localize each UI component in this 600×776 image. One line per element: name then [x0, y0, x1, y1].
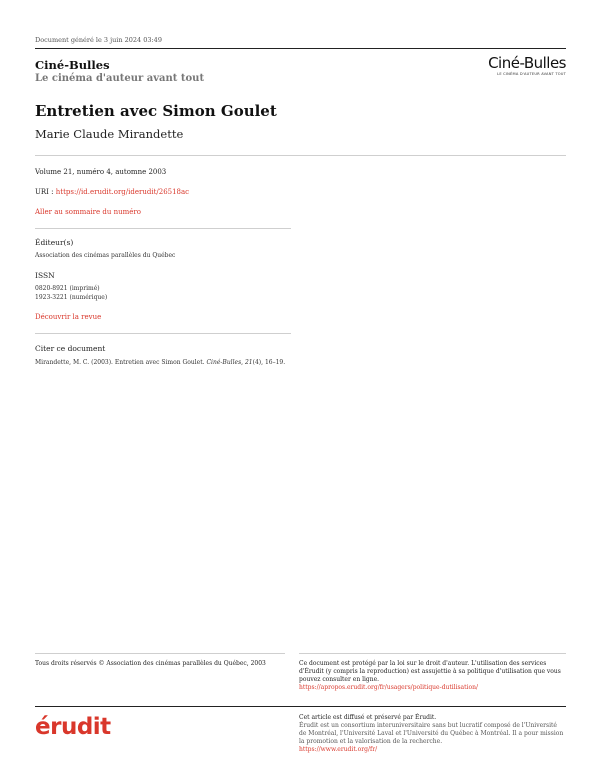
- citation-text: Mirandette, M. C. (2003). Entretien avec Simon Goulet. Ciné-Bulles, 21(4), 16–19.: [35, 359, 286, 366]
- journal-subtitle: Le cinéma d'auteur avant tout: [35, 73, 205, 84]
- erudit-logo: érudit: [35, 714, 111, 740]
- logo-wordmark: Ciné-Bulles: [488, 54, 566, 72]
- uri-link[interactable]: https://id.erudit.org/iderudit/26518ac: [55, 188, 190, 196]
- citation-journal: Ciné-Bulles: [206, 359, 242, 366]
- issn-digital: 1923-3221 (numérique): [35, 294, 108, 301]
- publisher-label: Éditeur(s): [35, 238, 74, 247]
- section-divider: [35, 228, 291, 229]
- citation-label: Citer ce document: [35, 344, 106, 353]
- erudit-link[interactable]: https://www.erudit.org/fr/: [299, 746, 378, 753]
- rights-statement: Tous droits réservés © Association des cinémas parallèles du Québec, 2003: [35, 660, 266, 667]
- sommaire-link[interactable]: Aller au sommaire du numéro: [35, 208, 141, 216]
- publisher-name: Association des cinémas parallèles du Québec: [35, 252, 176, 259]
- top-divider: [35, 48, 566, 49]
- journal-block: [35, 58, 204, 84]
- diffusion-text: Érudit est un consortium interuniversitaire sans but lucratif composé de l'Université de Montréal, l'Université Laval et l'Université du Québec à Montréal. Il a pour mission la promotion et la valorisation de la recherche.: [299, 722, 564, 745]
- issn-print: 0820-8921 (imprimé): [35, 285, 100, 292]
- citation-suffix: (4), 16–19.: [252, 359, 286, 366]
- logo-tagline: LE CINÉMA D'AUTEUR AVANT TOUT: [497, 72, 566, 76]
- article-author: Marie Claude Mirandette: [35, 127, 184, 141]
- citation-volume: 21: [244, 359, 253, 366]
- diffusion-heading: Cet article est diffusé et préservé par Érudit.: [299, 714, 437, 721]
- generated-date: Document généré le 3 juin 2024 03:49: [35, 36, 162, 44]
- footer-divider-left: [35, 653, 285, 654]
- footer-divider-bottom: [35, 706, 566, 707]
- issn-label: ISSN: [35, 271, 55, 280]
- copyright-notice: [299, 660, 565, 692]
- footer-divider-right: [299, 653, 566, 654]
- section-divider: [35, 333, 291, 334]
- policy-link[interactable]: https://apropos.erudit.org/fr/usagers/politique-dutilisation/: [299, 684, 478, 691]
- cine-bulles-logo: [486, 56, 566, 76]
- citation-prefix: Mirandette, M. C. (2003). Entretien avec Simon Goulet.: [35, 359, 207, 366]
- journal-title: Ciné-Bulles: [35, 58, 110, 72]
- volume-info: Volume 21, numéro 4, automne 2003: [35, 168, 167, 176]
- copyright-text: Ce document est protégé par la loi sur le droit d'auteur. L'utilisation des services d'Érudit (y compris la reproduction) est assujettie à sa politique d'utilisation que vous pouvez consulter en ligne.: [299, 660, 561, 683]
- title-divider: [35, 155, 566, 156]
- diffusion-notice: [299, 714, 565, 754]
- uri-label: URI :: [35, 188, 56, 196]
- article-title: Entretien avec Simon Goulet: [35, 102, 277, 120]
- discover-journal-link[interactable]: Découvrir la revue: [35, 313, 102, 321]
- uri-line: [35, 188, 291, 196]
